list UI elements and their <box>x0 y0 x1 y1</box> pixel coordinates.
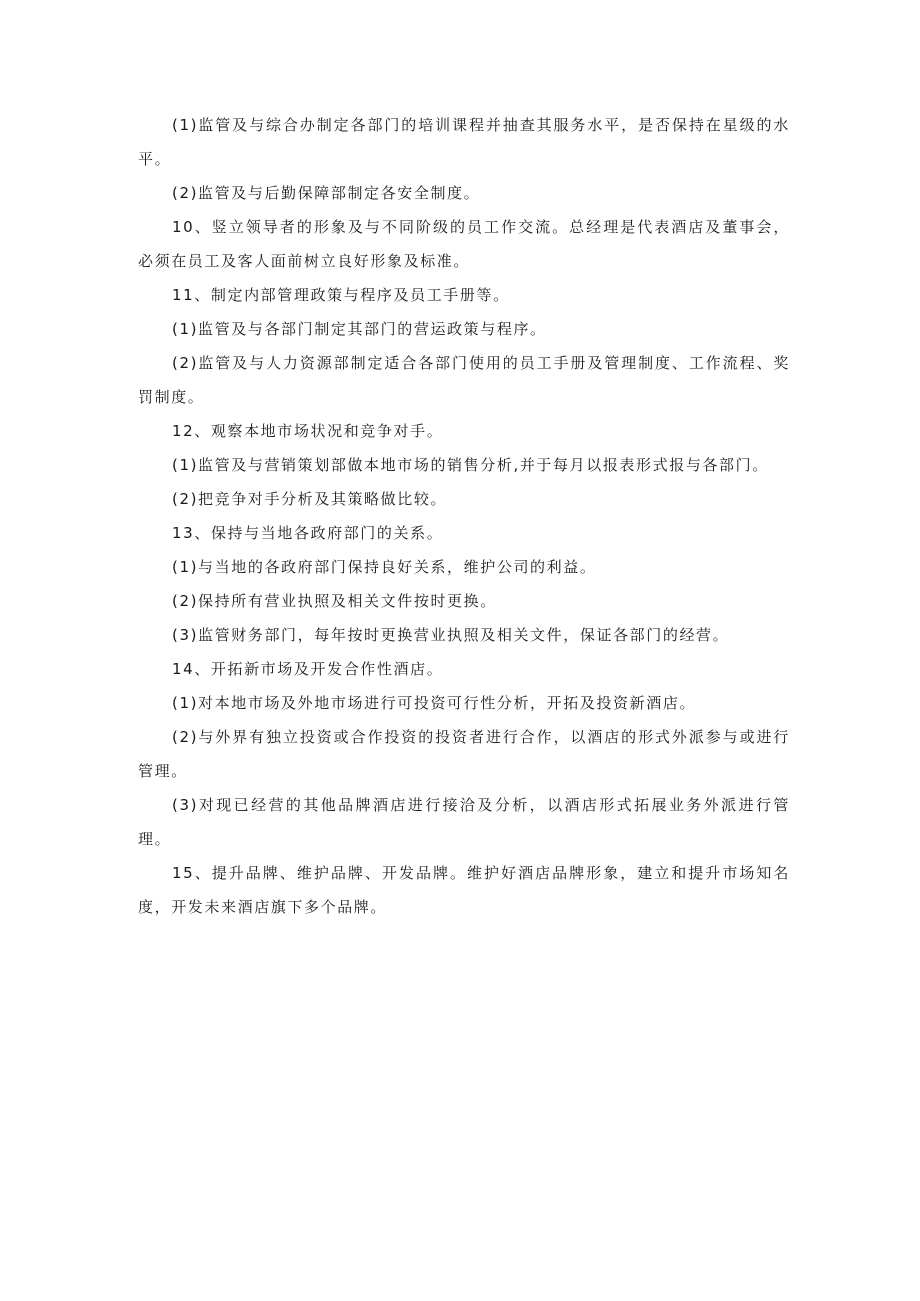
paragraph-item-13-2: (2)保持所有营业执照及相关文件按时更换。 <box>172 592 497 610</box>
paragraph-item-13: 13、保持与当地各政府部门的关系。 <box>172 524 444 542</box>
paragraph-item-15: 15、提升品牌、维护品牌、开发品牌。维护好酒店品牌形象，建立和提升市场知名度，开发未来酒店旗下多个品牌。 <box>138 864 790 916</box>
document-body <box>138 108 790 924</box>
paragraph-item-13-3: (3)监管财务部门，每年按时更换营业执照及相关文件，保证各部门的经营。 <box>172 626 730 644</box>
paragraph-item-11-2: (2)监管及与人力资源部制定适合各部门使用的员工手册及管理制度、工作流程、奖罚制度。 <box>138 354 790 406</box>
paragraph-item-12: 12、观察本地市场状况和竞争对手。 <box>172 422 444 440</box>
paragraph-training-oversight: (1)监管及与综合办制定各部门的培训课程并抽查其服务水平，是否保持在星级的水平。 <box>138 116 790 168</box>
paragraph-item-14-1: (1)对本地市场及外地市场进行可投资可行性分析，开拓及投资新酒店。 <box>172 694 697 712</box>
paragraph-item-11: 11、制定内部管理政策与程序及员工手册等。 <box>172 286 510 304</box>
paragraph-item-13-1: (1)与当地的各政府部门保持良好关系，维护公司的利益。 <box>172 558 597 576</box>
paragraph-item-12-1: (1)监管及与营销策划部做本地市场的销售分析,并于每月以报表形式报与各部门。 <box>172 456 769 474</box>
paragraph-item-11-1: (1)监管及与各部门制定其部门的营运政策与程序。 <box>172 320 547 338</box>
paragraph-item-10: 10、竖立领导者的形象及与不同阶级的员工作交流。总经理是代表酒店及董事会，必须在员工及客人面前树立良好形象及标准。 <box>138 218 790 270</box>
paragraph-item-12-2: (2)把竞争对手分析及其策略做比较。 <box>172 490 448 508</box>
paragraph-item-14-3: (3)对现已经营的其他品牌酒店进行接洽及分析，以酒店形式拓展业务外派进行管理。 <box>138 796 790 848</box>
paragraph-item-14-2: (2)与外界有独立投资或合作投资的投资者进行合作，以酒店的形式外派参与或进行管理。 <box>138 728 790 780</box>
paragraph-safety-rules: (2)监管及与后勤保障部制定各安全制度。 <box>172 184 481 202</box>
paragraph-item-14: 14、开拓新市场及开发合作性酒店。 <box>172 660 444 678</box>
